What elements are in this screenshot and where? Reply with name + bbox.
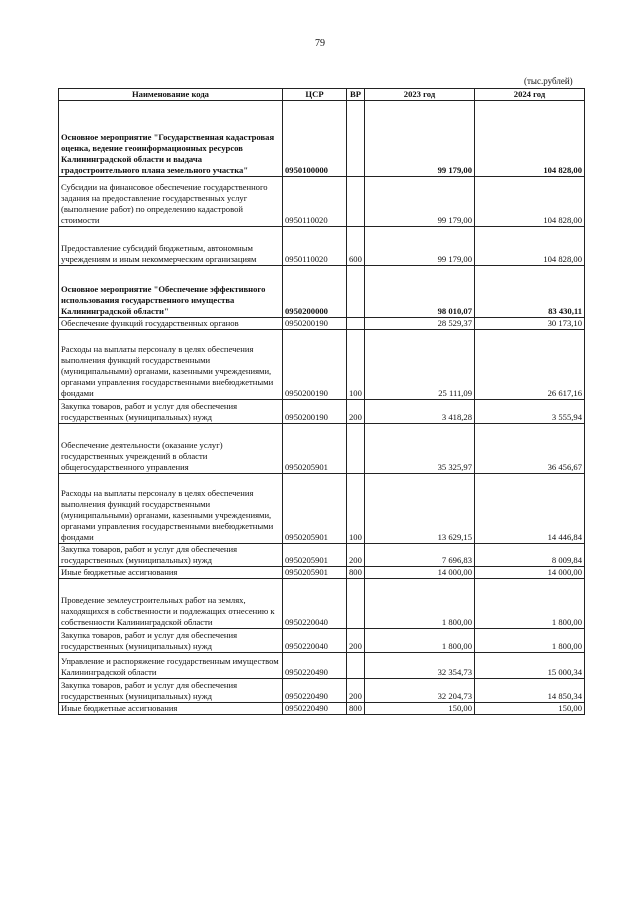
row-vr: 200 (347, 544, 365, 567)
row-vr: 100 (347, 330, 365, 400)
table-row (59, 474, 585, 544)
row-vr (347, 177, 365, 227)
row-2023-value: 99 179,00 (365, 101, 475, 177)
budget-table (58, 88, 585, 715)
row-2024-value: 1 800,00 (475, 629, 585, 653)
table-row (59, 567, 585, 579)
row-2024-value: 14 000,00 (475, 567, 585, 579)
row-2023-value: 98 010,07 (365, 266, 475, 318)
row-vr (347, 318, 365, 330)
table-row (59, 544, 585, 567)
row-csr: 0950220490 (283, 679, 347, 703)
row-name: Закупка товаров, работ и услуг для обеспечения государственных (муниципальных) нужд (59, 400, 283, 424)
row-name: Закупка товаров, работ и услуг для обеспечения государственных (муниципальных) нужд (59, 544, 283, 567)
table-row (59, 579, 585, 629)
row-name: Закупка товаров, работ и услуг для обеспечения государственных (муниципальных) нужд (59, 679, 283, 703)
table-row (59, 177, 585, 227)
row-2023-value: 25 111,09 (365, 330, 475, 400)
table-row (59, 227, 585, 266)
row-2024-value: 14 446,84 (475, 474, 585, 544)
row-name: Управление и распоряжение государственным имуществом Калининградской области (59, 653, 283, 679)
row-csr: 0950220490 (283, 703, 347, 715)
row-csr: 0950205901 (283, 474, 347, 544)
row-vr: 100 (347, 474, 365, 544)
row-2023-value: 1 800,00 (365, 629, 475, 653)
row-2023-value: 14 000,00 (365, 567, 475, 579)
row-2023-value: 1 800,00 (365, 579, 475, 629)
row-csr: 0950200190 (283, 400, 347, 424)
row-csr: 0950205901 (283, 424, 347, 474)
row-csr: 0950110020 (283, 227, 347, 266)
row-2024-value: 3 555,94 (475, 400, 585, 424)
row-vr (347, 424, 365, 474)
row-2024-value: 104 828,00 (475, 101, 585, 177)
row-csr: 0950220040 (283, 629, 347, 653)
row-2023-value: 28 529,37 (365, 318, 475, 330)
row-2023-value: 99 179,00 (365, 227, 475, 266)
row-csr: 0950200190 (283, 330, 347, 400)
row-vr (347, 101, 365, 177)
row-2024-value: 104 828,00 (475, 177, 585, 227)
header-csr: ЦСР (283, 89, 347, 101)
row-name: Основное мероприятие "Государственная кадастровая оценка, ведение геоинформационных ресурсов Калининградской области и выдача градостроительного плана земельного участка" (59, 101, 283, 177)
row-vr: 200 (347, 400, 365, 424)
table-row (59, 318, 585, 330)
header-2023: 2023 год (365, 89, 475, 101)
row-2023-value: 99 179,00 (365, 177, 475, 227)
header-vr: ВР (347, 89, 365, 101)
row-name: Иные бюджетные ассигнования (59, 703, 283, 715)
row-name: Расходы на выплаты персоналу в целях обеспечения выполнения функций государственными (муниципальными) органами, казенными учреждениями, органами управления государственными внебюджетными фондами (59, 330, 283, 400)
row-csr: 0950205901 (283, 567, 347, 579)
row-2024-value: 8 009,84 (475, 544, 585, 567)
row-name: Субсидии на финансовое обеспечение государственного задания на предоставление государственных услуг (выполнение работ) по определению кадастровой стоимости (59, 177, 283, 227)
row-vr (347, 579, 365, 629)
table-row (59, 330, 585, 400)
row-2024-value: 36 456,67 (475, 424, 585, 474)
row-name: Иные бюджетные ассигнования (59, 567, 283, 579)
header-2024: 2024 год (475, 89, 585, 101)
row-csr: 0950220490 (283, 653, 347, 679)
table-row (59, 679, 585, 703)
row-vr: 200 (347, 679, 365, 703)
row-vr: 800 (347, 703, 365, 715)
row-2024-value: 104 828,00 (475, 227, 585, 266)
row-name: Проведение землеустроительных работ на землях, находящихся в собственности и подлежащих отнесению к собственности Калининградской области (59, 579, 283, 629)
header-name: Наименование кода (59, 89, 283, 101)
row-vr: 200 (347, 629, 365, 653)
page-number: 79 (315, 38, 325, 49)
row-name: Предоставление субсидий бюджетным, автономным учреждениям и иным некоммерческим организациям (59, 227, 283, 266)
header-row (59, 89, 585, 101)
row-2023-value: 32 204,73 (365, 679, 475, 703)
table-body (59, 101, 585, 715)
row-2024-value: 30 173,10 (475, 318, 585, 330)
table-row (59, 703, 585, 715)
row-2024-value: 150,00 (475, 703, 585, 715)
table-row (59, 266, 585, 318)
row-vr: 800 (347, 567, 365, 579)
row-name: Основное мероприятие "Обеспечение эффективного использования государственного имущества Калининградской области" (59, 266, 283, 318)
row-csr: 0950200190 (283, 318, 347, 330)
row-name: Закупка товаров, работ и услуг для обеспечения государственных (муниципальных) нужд (59, 629, 283, 653)
row-name: Обеспечение деятельности (оказание услуг) государственных учреждений в области общегосударственного управления (59, 424, 283, 474)
table-row (59, 101, 585, 177)
row-csr: 0950110020 (283, 177, 347, 227)
table-row (59, 653, 585, 679)
row-2024-value: 1 800,00 (475, 579, 585, 629)
row-2023-value: 150,00 (365, 703, 475, 715)
row-2023-value: 13 629,15 (365, 474, 475, 544)
table-row (59, 629, 585, 653)
row-2024-value: 14 850,34 (475, 679, 585, 703)
row-vr: 600 (347, 227, 365, 266)
row-2023-value: 3 418,28 (365, 400, 475, 424)
row-2024-value: 15 000,34 (475, 653, 585, 679)
row-2024-value: 83 430,11 (475, 266, 585, 318)
row-2024-value: 26 617,16 (475, 330, 585, 400)
row-name: Расходы на выплаты персоналу в целях обеспечения выполнения функций государственными (муниципальными) органами, казенными учреждениями, органами управления государственными внебюджетными фондами (59, 474, 283, 544)
units-label: (тыс.рублей) (524, 76, 573, 86)
table-row (59, 424, 585, 474)
table-row (59, 400, 585, 424)
row-name: Обеспечение функций государственных органов (59, 318, 283, 330)
row-vr (347, 266, 365, 318)
row-vr (347, 653, 365, 679)
row-csr: 0950220040 (283, 579, 347, 629)
row-2023-value: 32 354,73 (365, 653, 475, 679)
row-csr: 0950205901 (283, 544, 347, 567)
row-2023-value: 7 696,83 (365, 544, 475, 567)
row-csr: 0950200000 (283, 266, 347, 318)
row-2023-value: 35 325,97 (365, 424, 475, 474)
row-csr: 0950100000 (283, 101, 347, 177)
